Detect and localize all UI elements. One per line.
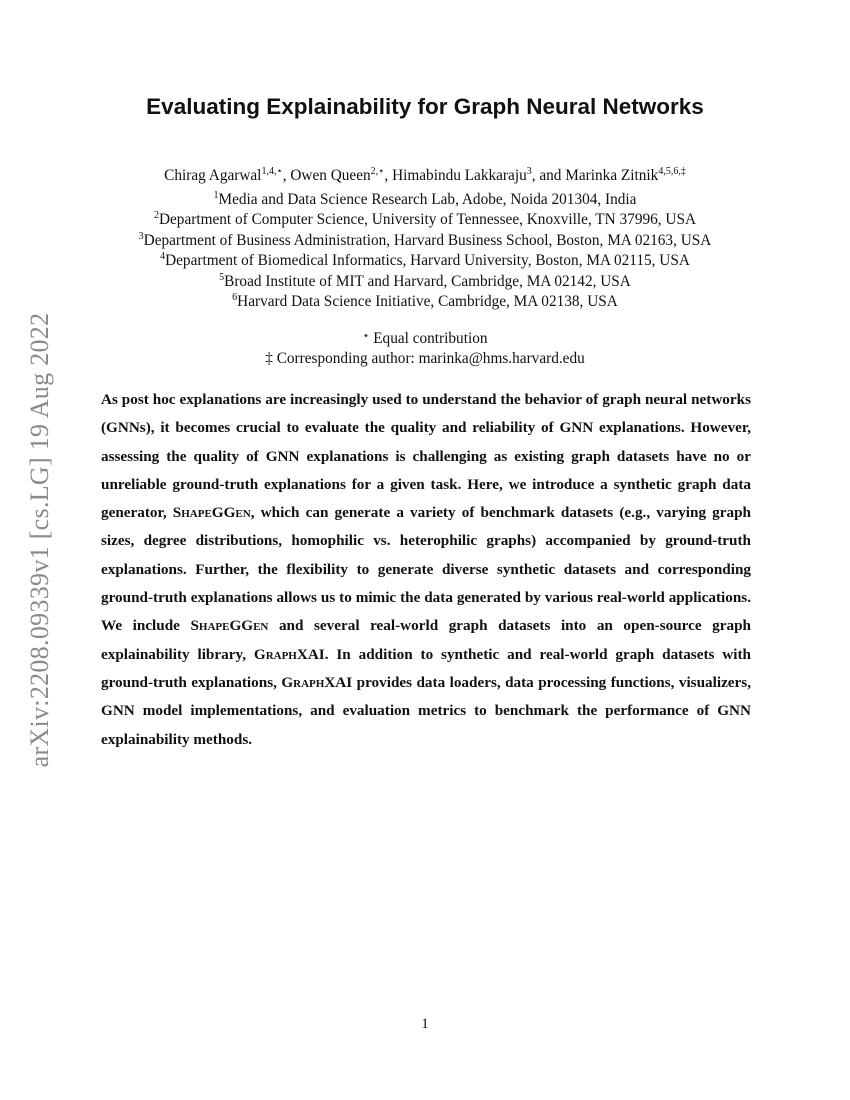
affiliation-number: 1 [213, 190, 219, 201]
affiliation-text: Media and Data Science Research Lab, Adobe, Noida 201304, India [218, 191, 637, 208]
author-separator: , [384, 167, 393, 184]
graphxai-name-smallcaps: Graph [253, 645, 297, 663]
arxiv-identifier: arXiv:2208.09339v1 [cs.LG] 19 Aug 2022 [25, 312, 54, 768]
abstract [101, 386, 751, 754]
author-name: Owen Queen [290, 167, 371, 184]
affiliation-number: 4 [160, 251, 166, 263]
abstract-text: . In addition to synthetic and real-world graph datasets with ground-truth explanations, [101, 645, 751, 691]
graphxai-name-rest: XAI [296, 645, 325, 663]
affiliation [0, 231, 850, 251]
author-affiliation-marks: 1,4,⋆ [261, 166, 283, 177]
abstract-text: As post hoc explanations are increasingly used to understand the behavior of graph neural networks (GNNs), it becomes crucial to evaluate the quality and reliability of GNN explanations. However, assessing the quality of GNN explanations is challenging as existing graph datasets have no or unreliable ground-truth explanations for a given task. Here, we introduce a synthetic graph data generator, [101, 391, 751, 522]
equal-contribution-text: Equal contribution [369, 330, 488, 347]
page-number: 1 [421, 1016, 429, 1032]
affiliation-number: 2 [153, 210, 159, 222]
abstract-text: , which can generate a variety of benchmark datasets (e.g., varying graph sizes, degree distributions, homophilic vs. heterophilic graphs) accompanied by ground-truth explanations. Further, the flexibility to generate diverse synthetic datasets and corresponding ground-truth explanations allows us to mimic the data generated by various real-world applications. We include [101, 504, 752, 635]
affiliation [0, 292, 850, 312]
paper-title: Evaluating Explainability for Graph Neural Networks [146, 94, 704, 119]
affiliation-number: 3 [138, 230, 144, 242]
abstract-text: provides data loaders, data processing functions, visualizers, GNN model implementations, and evaluation metrics to benchmark the performance of GNN explainability methods. [101, 673, 752, 748]
equal-contribution-mark: ⋆ [362, 330, 370, 342]
affiliation [0, 190, 850, 210]
affiliation-text: Department of Business Administration, Harvard Business School, Boston, MA 02163, USA [143, 231, 712, 249]
author-separator: , and [531, 167, 566, 184]
corresponding-author-note: ‡ Corresponding author: marinka@hms.harvard.edu [265, 349, 585, 367]
affiliation [0, 272, 850, 292]
affiliation [0, 210, 850, 230]
author-name: Himabindu Lakkaraju [392, 167, 527, 184]
affiliation-text: Broad Institute of MIT and Harvard, Cambridge, MA 02142, USA [224, 272, 631, 290]
affiliation-list [0, 190, 850, 312]
affiliation-number: 6 [232, 292, 238, 304]
author-affiliation-marks: 2,⋆ [370, 166, 385, 177]
author-affiliation-marks: 3 [526, 166, 532, 177]
affiliation [0, 251, 850, 271]
graphxai-name-smallcaps: Graph [281, 673, 325, 691]
graphxai-name-rest: XAI [324, 673, 353, 691]
author-name: Marinka Zitnik [565, 167, 659, 184]
affiliation-text: Department of Biomedical Informatics, Harvard University, Boston, MA 02115, USA [165, 252, 690, 270]
affiliation-number: 5 [219, 271, 225, 283]
shapeggen-name: ShapeGGen [172, 504, 251, 522]
author-notes [0, 327, 850, 368]
equal-contribution-note [0, 327, 850, 349]
author-affiliation-marks: 4,5,6,‡ [658, 166, 686, 177]
affiliation-text: Harvard Data Science Initiative, Cambridge, MA 02138, USA [237, 293, 618, 311]
author-separator: , [282, 167, 291, 184]
affiliation-text: Department of Computer Science, University of Tennessee, Knoxville, TN 37996, USA [158, 211, 697, 229]
abstract-text: and several real-world graph datasets into an open-source graph explainability library, [101, 617, 751, 663]
shapeggen-name: ShapeGGen [190, 617, 269, 635]
author-name: Chirag Agarwal [164, 167, 262, 184]
author-list [0, 166, 850, 186]
